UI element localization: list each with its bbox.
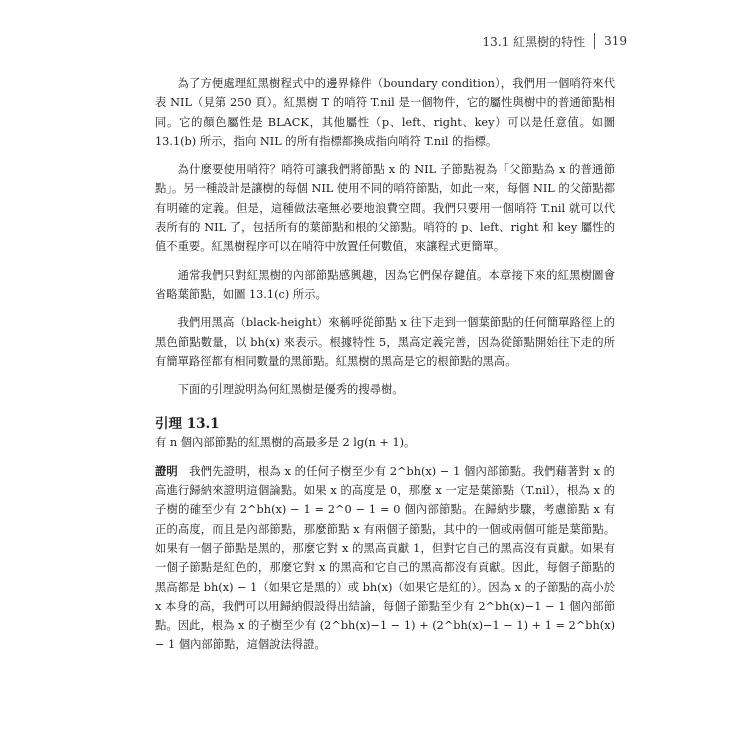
paragraph-text: 下面的引理說明為何紅黑樹是優秀的搜尋樹。 [177, 383, 404, 397]
proof-text: 我們先證明，根為 x 的任何子樹至少有 2^bh(x) − 1 個內部節點。我們藉著對 x 的高進行歸納來證明這個論點。如果 x 的高度是 0，那麼 x 一定是葉節點（T.nil），根為 x 的子樹的確至少有 2^bh(x) − 1 = 2^0 − 1 = 0 個內部節點。在歸納步驟，考慮節點 x 有正的高度，而且是內部節點，那麼節點 x 有兩個子節點，其中的一個或兩個可能是葉節點。如果有一個子節點是黑的，那麼它對 x 的黑高貢獻 1，但對它自己的黑高沒有貢獻。如果有一個子節點是紅色的，那麼它對 x 的黑高和它自己的黑高都沒有貢獻。因此，每個子節點的黑高都是 bh(x) − 1（如果它是黑的）或 bh(x)（如果它是紅的）。因為 x 的子節點的高小於 x 本身的高，我們可以用歸納假設得出結論，每個子節點至少有 2^bh(x)−1 − 1 個內部節點。因此，根為 x 的子樹至少有 (2^bh(x)−1 − 1) + (2^bh(x)−1 − 1) + 1 = 2^bh(x) − 1 個內部節點，這個說法得證。 [155, 464, 615, 652]
paragraph-black-height [155, 313, 615, 371]
header-divider [594, 33, 595, 49]
paragraph-text: 為了方便處理紅黑樹程式中的邊界條件（boundary condition），我們用一個哨符來代表 NIL（見第 250 頁）。紅黑樹 T 的哨符 T.nil 是一個物件，它的屬性與樹中的普通節點相同。它的顏色屬性是 BLACK，其他屬性（p、left、right、key）可以是任意值。如圖 13.1(b) 所示，指向 NIL 的所有指標都換成指向哨符 T.nil 的指標。 [155, 77, 615, 148]
paragraph-text: 我們用黑高（black-height）來稱呼從節點 x 往下走到一個葉節點的任何簡單路徑上的黑色節點數量，以 bh(x) 來表示。根據特性 5，黑高定義完善，因為從節點開始往下走的所有簡單路徑都有相同數量的黑節點。紅黑樹的黑高是它的根節點的黑高。 [155, 316, 615, 368]
paragraph-text: 通常我們只對紅黑樹的內部節點感興趣，因為它們保存鍵值。本章接下來的紅黑樹圖會省略葉節點，如圖 13.1(c) 所示。 [155, 268, 615, 301]
paragraph-lemma-intro [155, 380, 615, 399]
page-number: 319 [604, 34, 627, 48]
lemma-title: 引理 13.1 [155, 416, 220, 433]
paragraph-why-sentinel [155, 160, 615, 256]
paragraph-sentinel [155, 74, 615, 151]
section-title: 13.1 紅黑樹的特性 [482, 34, 586, 49]
paragraph-text: 為什麼要使用哨符？哨符可讓我們將節點 x 的 NIL 子節點視為「父節點為 x 的普通節點」。另一種設計是讓樹的每個 NIL 使用不同的哨符節點，如此一來，每個 NIL 的父節點都有明確的定義。但是，這種做法毫無必要地浪費空間。我們只要用一個哨符 T.nil 就可以代表所有的 NIL 了，包括所有的葉節點和根的父節點。哨符的 p、left、right 和 key 屬性的值不重要。紅黑樹程序可以在哨符中放置任何數值，來讓程式更簡單。 [155, 163, 615, 254]
paragraph-internal-nodes [155, 266, 615, 305]
proof-label: 證明 [155, 463, 178, 478]
running-header [483, 32, 627, 50]
lemma-statement: 有 n 個內部節點的紅黑樹的高最多是 2 lg(n + 1)。 [155, 436, 416, 450]
page-body [155, 74, 615, 655]
proof-paragraph [155, 462, 615, 655]
